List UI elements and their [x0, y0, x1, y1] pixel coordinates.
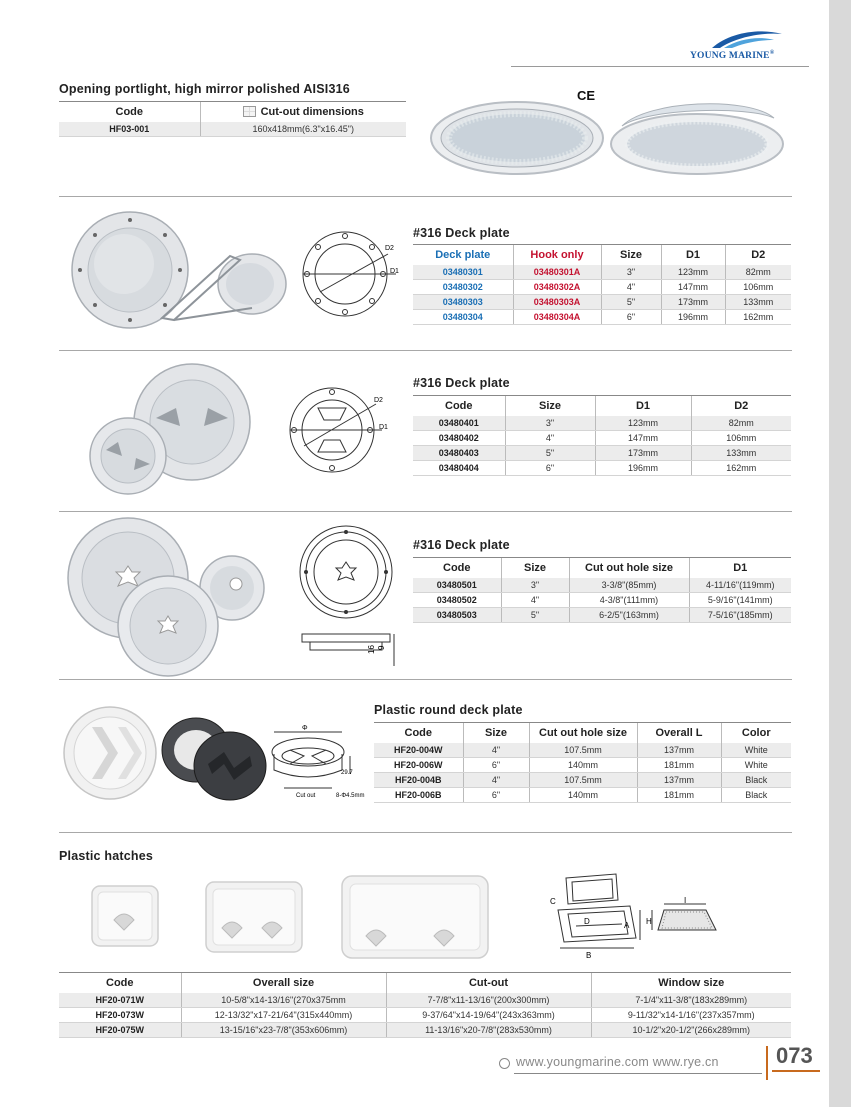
deck-plate-grip-drawing: [286, 384, 396, 476]
table-cell: 133mm: [725, 295, 791, 310]
table-cell: 03480401: [413, 416, 505, 431]
table-cell: 181mm: [637, 758, 721, 773]
table-cell: 03480403: [413, 446, 505, 461]
hatch-window-drawing: [644, 898, 724, 948]
table-cell: 137mm: [637, 743, 721, 758]
col-header-size: Size: [505, 396, 595, 416]
table-row: [413, 295, 791, 310]
col-header-code: Code: [413, 558, 501, 578]
table-cell: 162mm: [725, 310, 791, 325]
table-row: [413, 431, 791, 446]
deck-plate-grip-image: [84, 378, 254, 496]
table-cell: 6": [463, 758, 529, 773]
brand-logo: [690, 28, 786, 64]
table-cell: HF20-004W: [374, 743, 463, 758]
table-row: [413, 310, 791, 325]
table-row: [374, 758, 791, 773]
drawing-label-d2: D2: [385, 245, 394, 252]
table-cell: 173mm: [661, 295, 725, 310]
drawing-label-b: B: [586, 951, 592, 960]
col-header-hook-only: Hook only: [513, 245, 601, 265]
col-header-cutout: Cut-out dimensions: [200, 102, 406, 122]
col-header-cutout: Cut out hole size: [529, 723, 637, 743]
table-cell: 4": [463, 743, 529, 758]
col-header-d2: D2: [691, 396, 791, 416]
drawing-label-d1: D1: [390, 268, 399, 275]
deck1-table: [413, 244, 791, 325]
table-cell: HF20-073W: [59, 1008, 181, 1023]
table-cell: 173mm: [595, 446, 691, 461]
col-header-code: Code: [59, 973, 181, 993]
portlight-closed-image: [428, 100, 606, 178]
table-cell: 5": [501, 608, 569, 623]
drawing-label-height: 16: [367, 645, 376, 654]
col-header-color: Color: [721, 723, 791, 743]
table-cell: 140mm: [529, 788, 637, 803]
hatch-small-image: [90, 884, 160, 948]
table-cell: 10-5/8"x14-13/16"(270x375mm: [181, 993, 386, 1008]
table-cell: HF20-004B: [374, 773, 463, 788]
deck2-title: #316 Deck plate: [413, 376, 510, 390]
table-cell: 9-11/32"x14-1/16"(237x357mm): [591, 1008, 791, 1023]
col-header-size: Size: [463, 723, 529, 743]
table-cell: 106mm: [725, 280, 791, 295]
table-cell: 106mm: [691, 431, 791, 446]
col-header-size: Size: [501, 558, 569, 578]
table-cell: 03480302: [413, 280, 513, 295]
table-cell: 4-3/8"(111mm): [569, 593, 689, 608]
table-row: [59, 1023, 791, 1038]
table-cell: HF20-006W: [374, 758, 463, 773]
table-row: [374, 788, 791, 803]
drawing-label-holes: 8-Φ4.5mm: [336, 793, 365, 799]
portlight-open-image: [608, 96, 786, 180]
section-divider: [59, 350, 792, 351]
table-cell: 3": [505, 416, 595, 431]
table-row: [413, 446, 791, 461]
table-cell: 4": [501, 593, 569, 608]
col-header-overall: Overall size: [181, 973, 386, 993]
table-cell: 107.5mm: [529, 773, 637, 788]
col-header-window: Window size: [591, 973, 791, 993]
table-cell: 7-1/4"x11-3/8"(183x289mm): [591, 993, 791, 1008]
table-cell: 6": [505, 461, 595, 476]
drawing-label-height: 29.7: [341, 770, 353, 776]
col-header-code: Code: [374, 723, 463, 743]
table-cell-code: HF03-001: [59, 122, 200, 137]
col-header-cutout: Cut-out: [386, 973, 591, 993]
page-number-underline: [772, 1070, 820, 1072]
table-cell: 03480302A: [513, 280, 601, 295]
table-cell: 123mm: [661, 265, 725, 280]
table-row: [413, 608, 791, 623]
table-cell: 107.5mm: [529, 743, 637, 758]
footer-accent-bar: [766, 1046, 768, 1080]
table-cell: 82mm: [725, 265, 791, 280]
table-cell: White: [721, 758, 791, 773]
table-cell: 133mm: [691, 446, 791, 461]
deck-plate-drawing: [300, 228, 404, 320]
table-cell: 5": [505, 446, 595, 461]
table-row: [413, 280, 791, 295]
section-divider: [59, 832, 792, 833]
col-header-overall: Overall L: [637, 723, 721, 743]
table-cell: 13-15/16"x23-7/8"(353x606mm): [181, 1023, 386, 1038]
col-header-d1: D1: [595, 396, 691, 416]
table-cell: 4": [505, 431, 595, 446]
table-row: [413, 578, 791, 593]
drawing-label-depth: 9: [377, 645, 386, 650]
col-header-size: Size: [601, 245, 661, 265]
deck-plate-star-drawing: [296, 522, 406, 670]
section-divider: [59, 196, 792, 197]
table-row: [374, 743, 791, 758]
hatch-medium-image: [204, 880, 304, 954]
footer-urls[interactable]: www.youngmarine.com www.rye.cn: [516, 1055, 719, 1069]
table-cell: 5": [601, 295, 661, 310]
drawing-label-d1: D1: [379, 424, 388, 431]
table-cell: 03480303: [413, 295, 513, 310]
table-cell: 5-9/16"(141mm): [689, 593, 791, 608]
plastic-round-title: Plastic round deck plate: [374, 703, 523, 717]
drawing-label-i: I: [684, 896, 687, 905]
table-cell: 03480503: [413, 608, 501, 623]
table-cell: 196mm: [595, 461, 691, 476]
deck2-table: [413, 395, 791, 476]
table-cell: 3": [501, 578, 569, 593]
sail-icon: [690, 28, 786, 52]
section-divider: [59, 511, 792, 512]
page-sidebar-strip: [829, 0, 851, 1107]
table-cell: 4": [463, 773, 529, 788]
grid-icon: [243, 106, 256, 117]
deck1-title: #316 Deck plate: [413, 226, 510, 240]
table-cell: 12-13/32"x17-21/64"(315x440mm): [181, 1008, 386, 1023]
table-cell: 162mm: [691, 461, 791, 476]
drawing-label-h: H: [646, 917, 652, 926]
plastic-round-table: [374, 722, 791, 803]
table-cell: 03480301A: [513, 265, 601, 280]
table-cell: Black: [721, 773, 791, 788]
table-cell: 6": [463, 788, 529, 803]
table-cell: 03480404: [413, 461, 505, 476]
deck-plate-hook-image: [160, 248, 290, 324]
table-cell: 03480402: [413, 431, 505, 446]
table-cell: 6-2/5"(163mm): [569, 608, 689, 623]
hatch-dimension-drawing: [546, 870, 646, 962]
table-cell: 7-7/8"x11-13/16"(200x300mm): [386, 993, 591, 1008]
table-cell: 03480502: [413, 593, 501, 608]
col-header: Code: [59, 102, 200, 122]
col-header-d2: D2: [725, 245, 791, 265]
table-cell: HF20-006B: [374, 788, 463, 803]
table-row: [413, 461, 791, 476]
table-cell: 140mm: [529, 758, 637, 773]
table-cell: 11-13/16"x20-7/8"(283x530mm): [386, 1023, 591, 1038]
table-cell: 3-3/8"(85mm): [569, 578, 689, 593]
table-cell: 03480304: [413, 310, 513, 325]
portlight-table: [59, 101, 406, 137]
deck3-table: [413, 557, 791, 623]
drawing-label-diameter: Φ: [302, 725, 308, 732]
header-rule: [511, 66, 809, 67]
table-cell: 160x418mm(6.3"x16.45"): [200, 122, 406, 137]
col-header-d1: D1: [661, 245, 725, 265]
plastic-deck-plate-drawing: [270, 722, 374, 802]
table-cell: 4-11/16"(119mm): [689, 578, 791, 593]
table-cell: 9-37/64"x14-19/64"(243x363mm): [386, 1008, 591, 1023]
drawing-label-c: C: [550, 897, 556, 906]
plastic-deck-plate-black-image: [160, 712, 268, 804]
table-cell: 147mm: [661, 280, 725, 295]
hatch-large-image: [340, 874, 490, 960]
table-cell: 10-1/2"x20-1/2"(266x289mm): [591, 1023, 791, 1038]
table-cell: HF20-071W: [59, 993, 181, 1008]
table-cell: 3": [601, 265, 661, 280]
col-header-d1: D1: [689, 558, 791, 578]
deck3-title: #316 Deck plate: [413, 538, 510, 552]
globe-icon: [499, 1058, 510, 1069]
table-cell: 4": [601, 280, 661, 295]
table-cell: HF20-075W: [59, 1023, 181, 1038]
drawing-label-d: D: [584, 917, 590, 926]
table-cell: Black: [721, 788, 791, 803]
drawing-label-d2: D2: [374, 397, 383, 404]
table-row: [59, 1008, 791, 1023]
portlight-title: Opening portlight, high mirror polished AISI316: [59, 82, 350, 96]
table-cell: 03480304A: [513, 310, 601, 325]
table-cell: 03480303A: [513, 295, 601, 310]
table-row: [59, 993, 791, 1008]
col-header-cutout: Cut out hole size: [569, 558, 689, 578]
plastic-deck-plate-white-image: [62, 705, 158, 801]
table-cell: 147mm: [595, 431, 691, 446]
table-row: [413, 265, 791, 280]
ce-mark: CE: [577, 88, 596, 103]
table-row: [413, 593, 791, 608]
col-header-code: Code: [413, 396, 505, 416]
drawing-label-a: A: [624, 921, 630, 930]
page-number: 073: [776, 1043, 813, 1068]
table-row: [374, 773, 791, 788]
brand-name: YOUNG MARINE: [690, 51, 770, 62]
table-cell: 03480301: [413, 265, 513, 280]
hatches-title: Plastic hatches: [59, 849, 154, 863]
hatches-table: [59, 972, 791, 1038]
registered-mark: ®: [769, 50, 775, 56]
table-cell: White: [721, 743, 791, 758]
drawing-label-cutout: Cut out: [296, 793, 316, 799]
col-header-deck-plate: Deck plate: [413, 245, 513, 265]
table-cell: 196mm: [661, 310, 725, 325]
table-cell: 123mm: [595, 416, 691, 431]
footer-rule: [514, 1073, 762, 1074]
table-cell: 7-5/16"(185mm): [689, 608, 791, 623]
section-divider: [59, 679, 792, 680]
table-cell: 181mm: [637, 788, 721, 803]
deck-plate-star-image: [66, 532, 266, 662]
table-cell: 137mm: [637, 773, 721, 788]
table-cell: 6": [601, 310, 661, 325]
table-cell: 82mm: [691, 416, 791, 431]
table-cell: 03480501: [413, 578, 501, 593]
table-row: [413, 416, 791, 431]
